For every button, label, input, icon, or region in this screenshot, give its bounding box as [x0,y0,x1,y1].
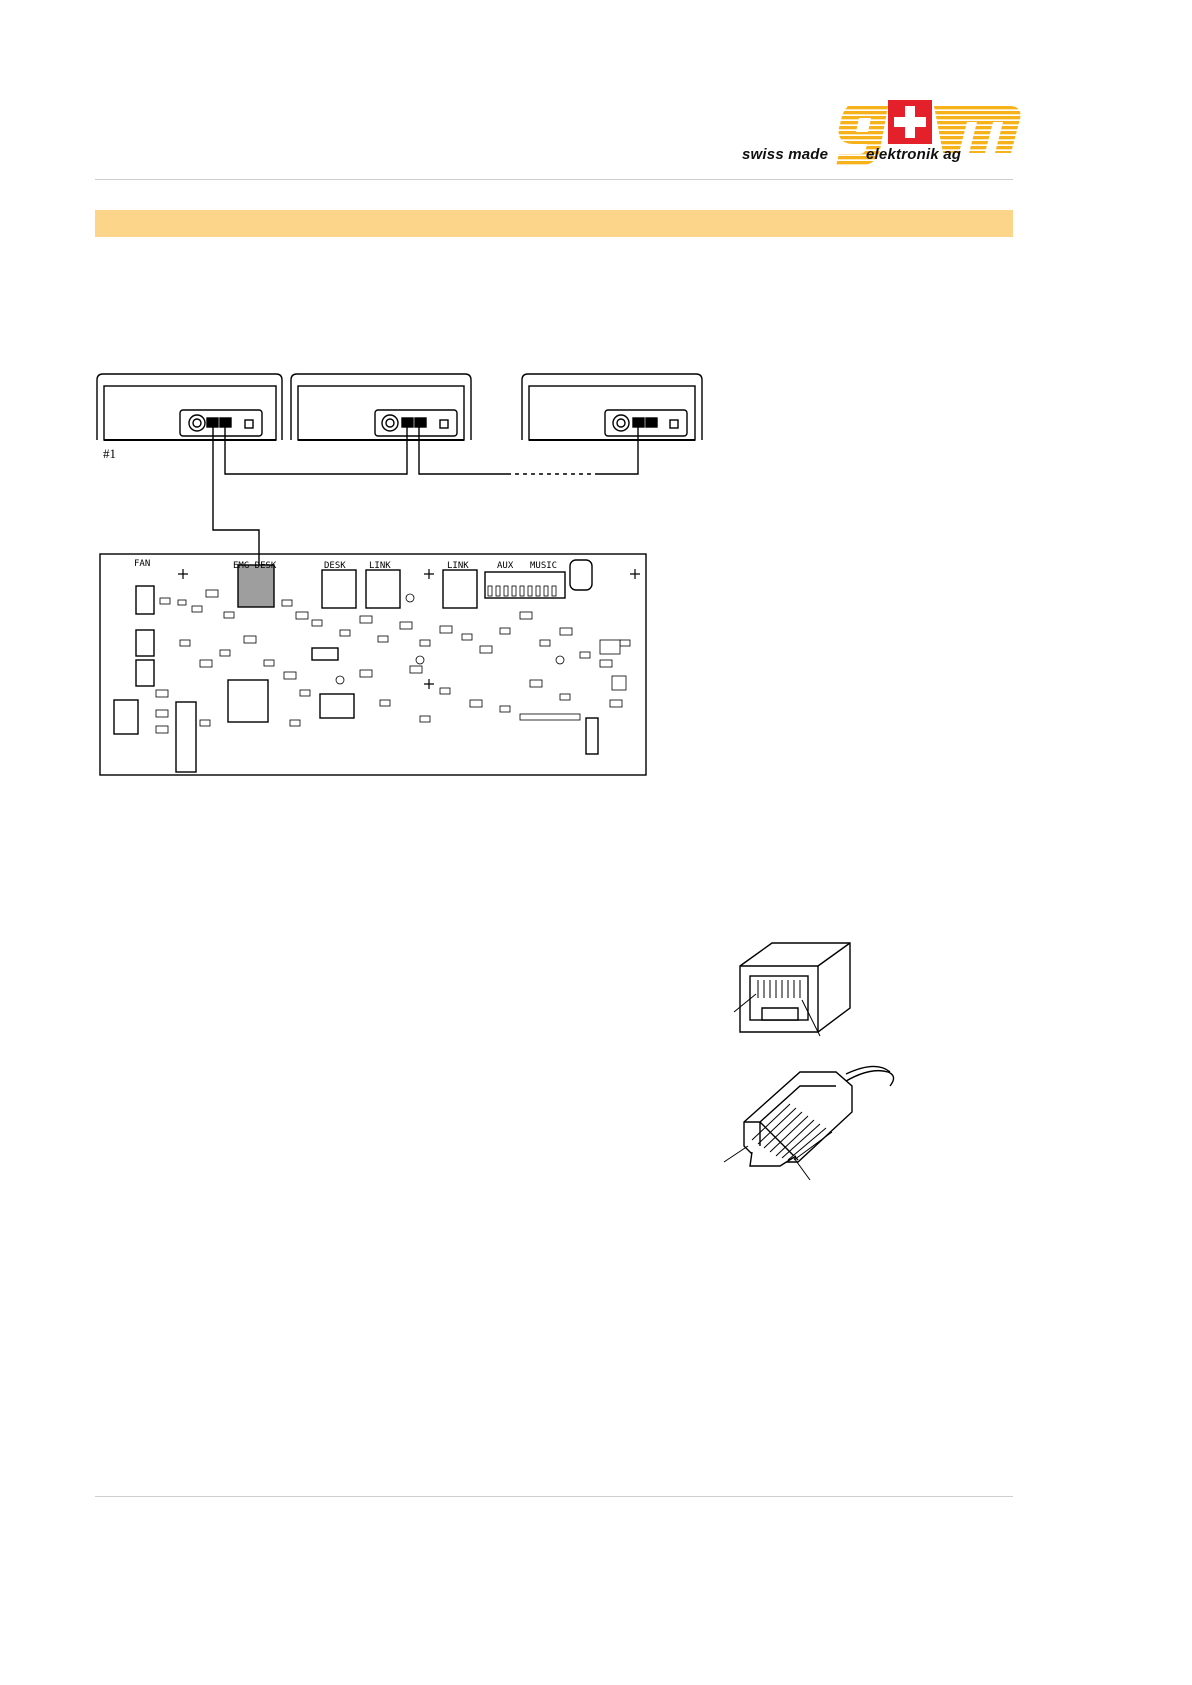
tagline-elektronik-ag: elektronik ag [866,146,962,163]
rj45-plug [744,1066,894,1166]
label-fan: FAN [134,559,151,569]
label-link-2: LINK [447,561,469,571]
footer-divider [95,1496,1013,1497]
label-desk: DESK [324,561,346,571]
tagline-swiss-made: swiss made [742,146,829,163]
label-emg-desk: EMG DESK [233,561,277,571]
rj45-socket [740,943,850,1032]
label-link-1: LINK [369,561,391,571]
device-1-label: #1 [103,446,116,461]
label-music: MUSIC [530,561,558,571]
label-aux: AUX [497,561,514,571]
